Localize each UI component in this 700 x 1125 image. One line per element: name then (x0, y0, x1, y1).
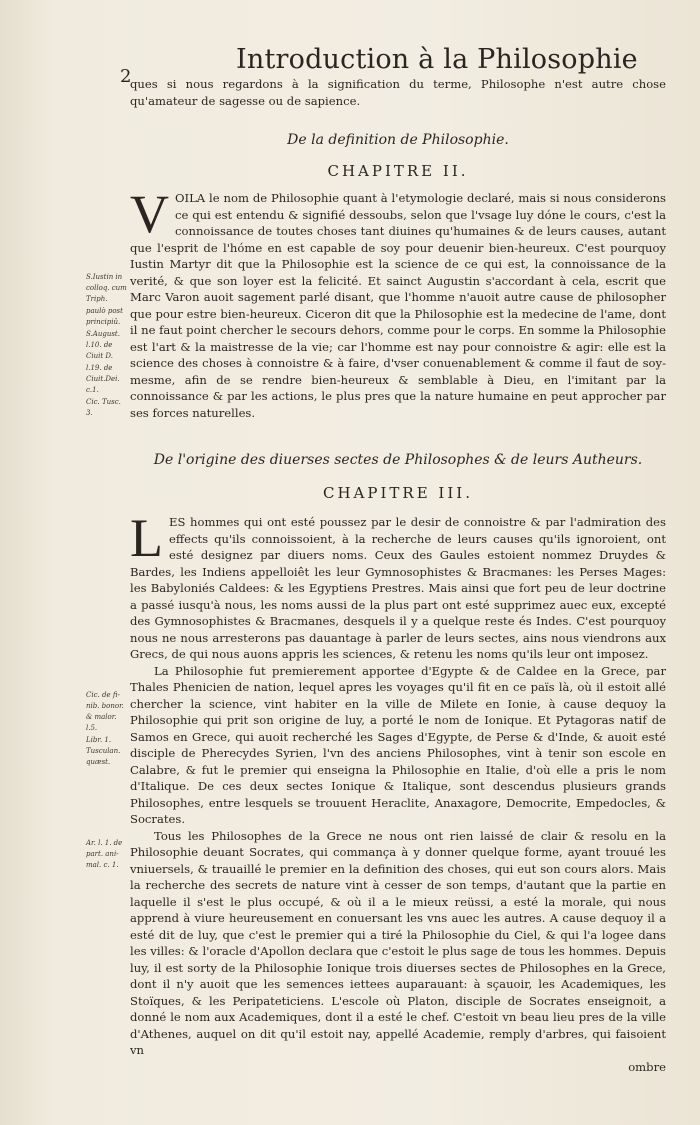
margin-note: Ar. l. 1. de part. ani-mal. c. 1. (86, 839, 123, 869)
section-heading-origin: De l'origine des diuerses sectes de Philosophes & de leurs Autheurs. (153, 452, 643, 468)
drop-cap-l: L (130, 508, 163, 568)
continuation-text (130, 76, 666, 109)
margin-notes-chapter-2 (86, 272, 128, 420)
margin-notes-chapter-3-b (86, 838, 128, 872)
chapter-heading-3: CHAPITRE III. (323, 484, 473, 502)
chapter-heading-2: CHAPITRE II. (327, 162, 469, 180)
running-title: Introduction à la Philosophie (236, 44, 638, 75)
margin-note: paulò post principiû. (86, 307, 123, 326)
chapter-2-paragraph: OILA le nom de Philosophie quant à l'etymologie declaré, mais si nous considerons ce qui est entendu & signifié dessoubs, selon que l'vsage luy dóne le cours, c'est la connoissance de toutes choses tant diuines qu'humaines & de leurs causes, autant que l'esprit de l'hóme en est capable de soy pour deuenir bien-heureux. C'est pourquoy Iustin Martyr dit que la Philosophie est la science de ce qui est, la connoissance de la verité, & que son loyer est la felicité. Et sainct Augustin s'accordant à cela, escrit que Marc Varon auoit sagement parlé disant, que l'homme n'auoit autre cause de philosopher que pour estre bien-heureux. Ciceron dit que la Philosophie est la medecine de l'ame, dont il ne faut point chercher le secours dehors, comme pour le corps. En somme la Philosophie est l'art & la maistresse de la vie; car l'homme est nay pour connoistre & agir: elle est la science des choses à connoistre & à faire, d'vser conuenablement & comme il faut de soy-mesme, afin de se rendre bien-heureux & semblable à Dieu, en l'imitant par la connoissance & par les actions, le plus pres que la nature humaine en peut approcher par ses forces naturelles. (130, 191, 666, 420)
continuation-paragraph: ques si nous regardons à la signification du terme, Philosophe n'est autre chose qu'amateur de sagesse ou de sapience. (130, 77, 666, 108)
margin-note: l.19. de Ciuit.Dei. c.1. (86, 364, 120, 394)
margin-note: S.August. l.10. de Ciuit D. (86, 330, 120, 360)
chapter-3-paragraph-3: Tous les Philosophes de la Grece ne nous ont rien laissé de clair & resolu en la Philosophie deuant Socrates, qui commança à y donner quelque forme, ayant trouué les vniuersels, & trauaillé le premier en la definition des choses, qui eut son cours alors. Mais la recherche des secrets de nature vint à cesser de son temps, d'autant que la partie en laquelle il s'est le plus occupé, & où il a le mieux reüssi, a esté la morale, qui nous apprend à viure heureusement en conuersant les vns auec les autres. A cause dequoy il a esté dit de luy, que c'est le premier qui a tiré la Philosophie du Ciel, & qui l'a logee dans les villes: & l'oracle d'Apollon declara que c'estoit le plus sage de tous les hommes. Depuis luy, il est sorty de la Philosophie Ionique trois diuerses sectes de Philosophes en la Grece, dont il n'y auoit que les semences iettees auparauant: à sçauoir, les Academiques, les Stoïques, & les Peripateticiens. L'escole où Platon, disciple de Socrates enseignoit, a donné le nom aux Academiques, dont il a esté le chef. C'estoit vn beau lieu pres de la ville d'Athenes, auquel on dit qu'il estoit nay, appellé Academie, remply d'arbres, qui faisoient vn (130, 828, 666, 1057)
page-header (120, 40, 680, 87)
margin-note: Cic. de fi-nib. bonor. & malor. l.5. (86, 691, 124, 732)
drop-cap-v: V (130, 184, 169, 244)
chapter-2-body (130, 184, 666, 421)
page-number: 2 (120, 66, 132, 87)
margin-notes-chapter-3-a (86, 690, 128, 769)
section-heading-definition: De la definition de Philosophie. (287, 132, 509, 148)
margin-note: S.Iustin in colloq. cum Triph. (86, 273, 127, 303)
catchword: ombre (628, 1059, 666, 1074)
margin-note: Libr. 1. Tusculan. quæst. (86, 736, 121, 766)
chapter-3-paragraph-2: La Philosophie fut premierement apportee d'Egypte & de Caldee en la Grece, par Thales Phenicien de nation, lequel apres les voyages qu'il fit en ce païs là, où il estoit allé chercher la science, vint habiter en la ville de Milete en Ionie, à cause dequoy la Philosophie qui prit son origine de luy, a porté le nom de Ionique. Et Pytagoras natif de Samos en Grece, qui auoit recherché les Sages d'Egypte, de Perse & d'Inde, & auoit esté disciple de Pherecydes Syrien, l'vn des anciens Philosophes, vint à tenir son escole en Calabre, & fut le premier qui enseigna la Philosophie en Italie, d'où elle a pris le nom d'Italique. De ces deux sectes Ionique & Italique, sont descendus plusieurs grands Philosophes, entre lesquels se trouuent Heraclite, Anaxagore, Democrite, Empedocles, & Socrates. (130, 663, 666, 826)
margin-note: Cic. Tusc. 3. (86, 398, 121, 417)
chapter-3-paragraph-1: ES hommes qui ont esté poussez par le desir de connoistre & par l'admiration des effects qu'ils connoissoient, à la recherche de leurs causes qu'ils ignoroient, ont esté designez par diuers noms. Ceux des Gaules estoient nommez Druydes & Bardes, les Indiens appelloiêt les leur Gymnosophistes & Bracmanes: les Perses Mages: les Babyloniés Caldees: & les Egyptiens Prestres. Mais ainsi que fort peu de leur doctrine a passé iusqu'à nous, les noms aussi de la plus part ont esté supprimez auec eux, excepté des Gymnosophistes & Bracmanes, desquels il y a quelque reste és Indes. C'est pourquoy nous ne nous arresterons pas dauantage à parler de leurs sectes, ains nous viendrons aux Grecs, de qui nous auons appris les sciences, & retenu les noms qu'ils leur ont imposez. (130, 515, 666, 661)
chapter-3-body (130, 508, 666, 1075)
